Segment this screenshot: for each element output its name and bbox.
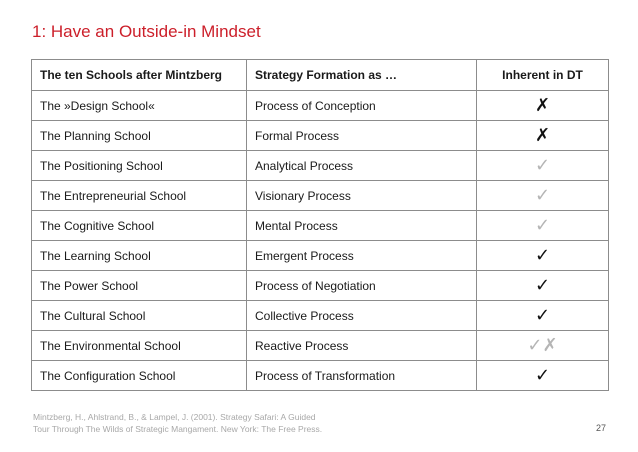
table-row: [32, 91, 609, 121]
check-mark-icon: ✓: [534, 154, 551, 176]
header-strategy-formation: Strategy Formation as …: [247, 60, 477, 91]
inherent-in-dt-cell: [477, 211, 609, 241]
inherent-in-dt-cell: [477, 121, 609, 151]
inherent-in-dt-cell: [477, 361, 609, 391]
page-number: 27: [595, 423, 606, 433]
header-inherent-in-dt: Inherent in DT: [477, 60, 609, 91]
check-mark-icon: ✓: [534, 304, 551, 326]
table-row: [32, 331, 609, 361]
strategy-formation-cell: Analytical Process: [247, 151, 477, 181]
strategy-formation-cell: Reactive Process: [247, 331, 477, 361]
citation-line-2: Tour Through The Wilds of Strategic Mangament. New York: The Free Press.: [33, 424, 323, 434]
table-row: [32, 361, 609, 391]
table-row: [32, 271, 609, 301]
citation: [33, 411, 322, 435]
table-row: [32, 121, 609, 151]
check-cross-mark-icon: ✓✗: [527, 334, 558, 356]
inherent-in-dt-cell: [477, 241, 609, 271]
schools-table-container: [31, 59, 608, 391]
inherent-in-dt-cell: [477, 91, 609, 121]
citation-line-1: Mintzberg, H., Ahlstrand, B., & Lampel, J. (2001). Strategy Safari: A Guided: [33, 412, 316, 422]
table-row: [32, 181, 609, 211]
school-name-cell: The Positioning School: [32, 151, 247, 181]
school-name-cell: The Cognitive School: [32, 211, 247, 241]
table-row: [32, 241, 609, 271]
inherent-in-dt-cell: [477, 331, 609, 361]
table-header-row: [32, 60, 609, 91]
school-name-cell: The »Design School«: [32, 91, 247, 121]
cross-mark-icon: ✗: [534, 124, 551, 146]
table-row: [32, 211, 609, 241]
strategy-formation-cell: Emergent Process: [247, 241, 477, 271]
school-name-cell: The Environmental School: [32, 331, 247, 361]
school-name-cell: The Entrepreneurial School: [32, 181, 247, 211]
check-mark-icon: ✓: [534, 244, 551, 266]
inherent-in-dt-cell: [477, 271, 609, 301]
table-row: [32, 301, 609, 331]
check-mark-icon: ✓: [534, 274, 551, 296]
table-row: [32, 151, 609, 181]
strategy-formation-cell: Process of Conception: [247, 91, 477, 121]
school-name-cell: The Planning School: [32, 121, 247, 151]
school-name-cell: The Learning School: [32, 241, 247, 271]
inherent-in-dt-cell: [477, 151, 609, 181]
strategy-formation-cell: Mental Process: [247, 211, 477, 241]
check-mark-icon: ✓: [534, 364, 551, 386]
strategy-formation-cell: Process of Transformation: [247, 361, 477, 391]
strategy-formation-cell: Formal Process: [247, 121, 477, 151]
schools-table: [31, 59, 609, 391]
inherent-in-dt-cell: [477, 301, 609, 331]
slide-title: 1: Have an Outside-in Mindset: [32, 22, 261, 41]
inherent-in-dt-cell: [477, 181, 609, 211]
header-school: The ten Schools after Mintzberg: [32, 60, 247, 91]
check-mark-icon: ✓: [534, 184, 551, 206]
strategy-formation-cell: Visionary Process: [247, 181, 477, 211]
check-mark-icon: ✓: [534, 214, 551, 236]
table-body: [32, 91, 609, 391]
strategy-formation-cell: Process of Negotiation: [247, 271, 477, 301]
school-name-cell: The Configuration School: [32, 361, 247, 391]
strategy-formation-cell: Collective Process: [247, 301, 477, 331]
school-name-cell: The Power School: [32, 271, 247, 301]
cross-mark-icon: ✗: [534, 94, 551, 116]
school-name-cell: The Cultural School: [32, 301, 247, 331]
